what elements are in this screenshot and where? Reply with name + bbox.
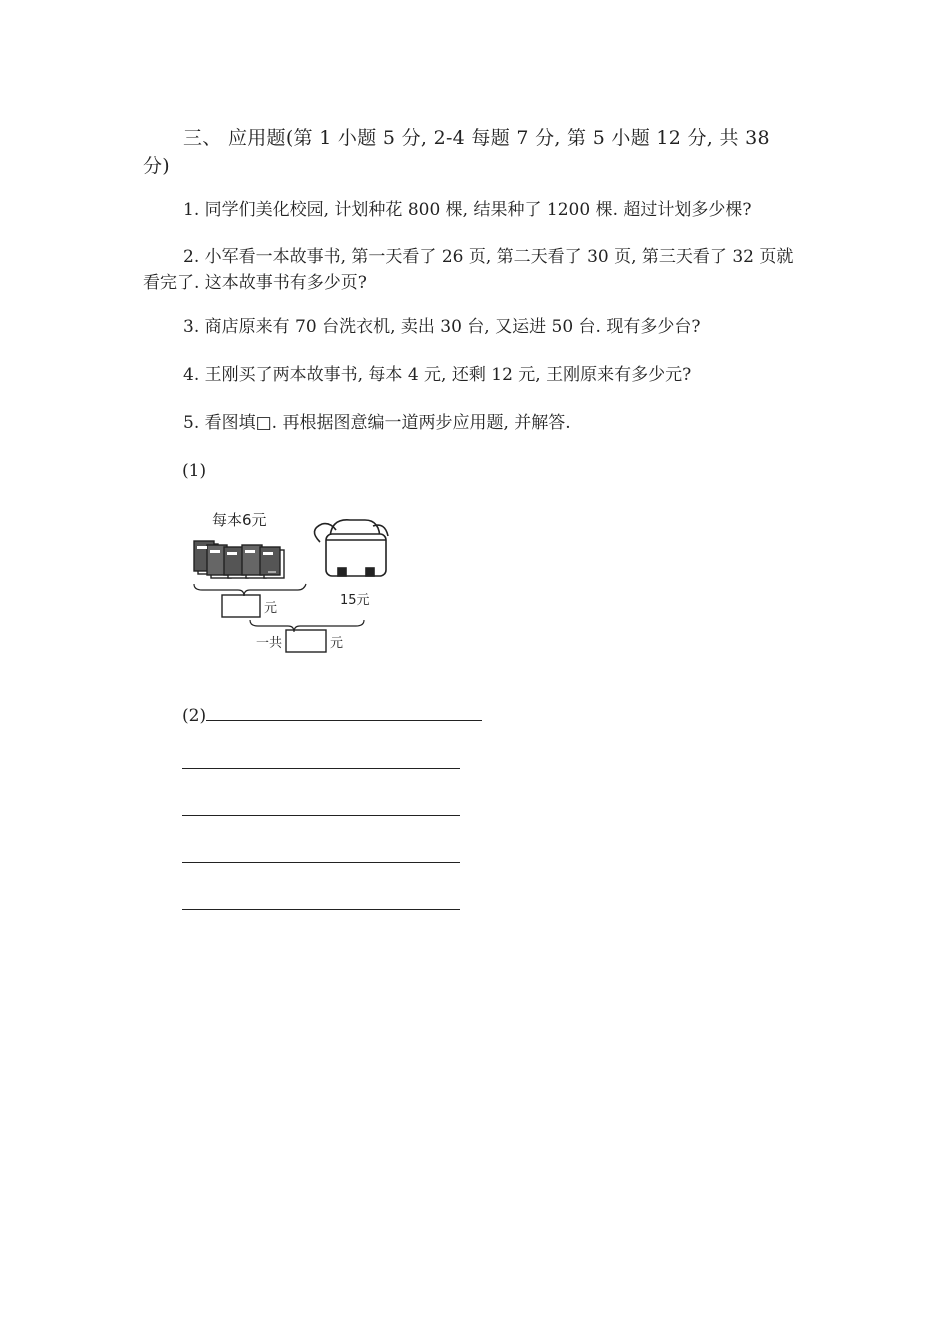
question-4: 4. 王刚买了两本故事书, 每本 4 元, 还剩 12 元, 王刚原来有多少元?	[183, 365, 692, 385]
part-2-label: (2)	[182, 706, 207, 726]
answer-line[interactable]	[182, 815, 460, 816]
total-prefix-label: 一共	[256, 636, 283, 651]
books-brace	[194, 584, 306, 596]
total-answer-box[interactable]	[286, 630, 326, 652]
section-heading: 三、 应用题(第 1 小题 5 分, 2-4 每题 7 分, 第 5 小题 12 分, 共 38 分)	[143, 127, 770, 177]
school-bag-icon	[314, 520, 388, 576]
books-unit-label: 元	[264, 601, 278, 616]
part-1-label: (1)	[182, 461, 207, 481]
question-5: 5. 看图填□. 再根据图意编一道两步应用题, 并解答.	[183, 413, 571, 433]
answer-line[interactable]	[182, 768, 460, 769]
part-2-row	[182, 703, 482, 729]
answer-line[interactable]	[182, 862, 460, 863]
books-total-box[interactable]	[222, 595, 260, 617]
total-unit-label: 元	[330, 636, 344, 651]
answer-line[interactable]	[182, 909, 460, 910]
books-icon	[194, 541, 284, 578]
question-1: 1. 同学们美化校园, 计划种花 800 棵, 结果种了 1200 棵. 超过计划多少棵?	[183, 200, 752, 220]
price-each-label: 每本6元	[212, 511, 267, 529]
question-3: 3. 商店原来有 70 台洗衣机, 卖出 30 台, 又运进 50 台. 现有多少台?	[183, 317, 701, 337]
bag-price-label: 15元	[340, 593, 370, 608]
word-problem-figure	[180, 500, 410, 670]
answer-blank[interactable]	[206, 704, 482, 721]
question-2: 2. 小军看一本故事书, 第一天看了 26 页, 第二天看了 30 页, 第三天看了 32 页就看完了. 这本故事书有多少页?	[143, 247, 794, 293]
